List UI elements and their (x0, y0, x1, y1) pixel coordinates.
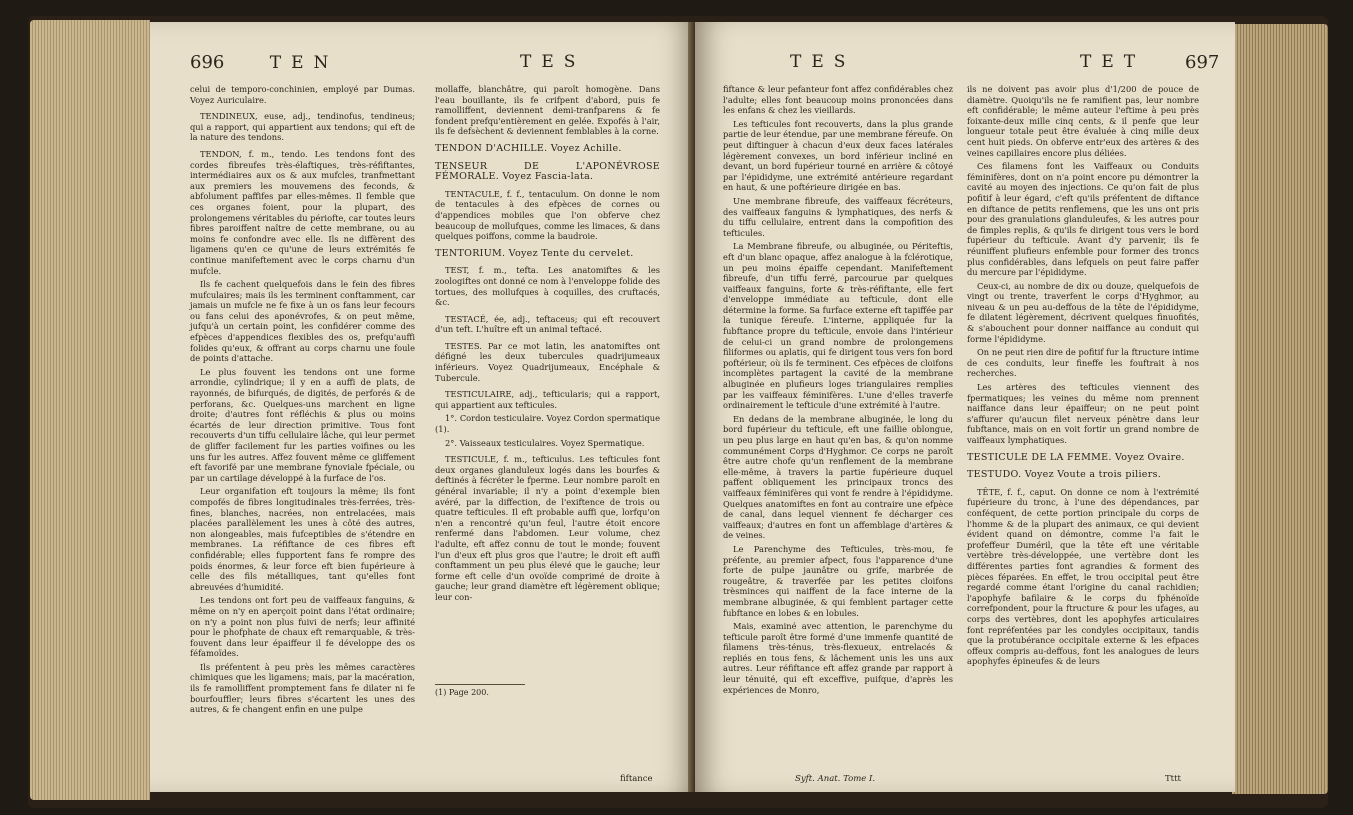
entry-heading: TENSEUR DE L'APONÉVROSE FÉMORALE. Voyez Fascia-lata. (435, 160, 660, 183)
right-page (695, 22, 1235, 792)
entry-heading: TENTORIUM. Voyez Tente du cervelet. (435, 247, 634, 259)
paragraph: Le Parenchyme des Tefticules, très-mou, fe préfente, au premier afpect, fous l'apparence d'une forte de pulpe jaunâtre ou grife, marbrée de rougeâtre, & traverfée par les petites cloifons trèsminces qui naiffent de la face interne de la membrane albuginée, & qui femblent partager cette fubftance en lobes & en lobules. (723, 543, 953, 618)
paragraph: Les tendons ont fort peu de vaiffeaux fanguins, & même on n'y en aperçoit point dans l'état ordinaire; on n'y a point non plus fuivi de nerfs; leur affinité pour le phofphate de chaux eft remarquable, & très-fouvent dans leur épaiffeur il fe développe des os féfamoïdes. (190, 595, 415, 659)
paragraph: Ces filamens font les Vaiffeaux ou Conduits féminifères, dont on n'a point encore pu démontrer la cavité au moyen des injections. Ce qu'on fait de plus pofitif à leur égard, c'eft qu'ils préfentent de diftance en diftance de petits renflemens, que les uns ont pris pour des granulations glanduleufes, & les autres pour de fimples replis, & qu'ils fe dirigent tous vers le bord fupérieur du tefticule. Avant d'y parvenir, ils fe réuniffent plufieurs enfemble pour former des troncs plus confidérables, dans lefquels on peut faire paffer du mercure par l'épididyme. (967, 161, 1199, 278)
right-running-head: TES (790, 52, 856, 72)
paragraph: Les artères des tefticules viennent des fpermatiques; les veines du même nom prennent naiffance dans leur épaiffeur; on ne peut point s'affurer qu'aucun filet nerveux pénètre dans leur fubftance, mais on en voit fortir un grand nombre de vaiffeaux lymphatiques. (967, 382, 1199, 445)
right-column-1 (723, 84, 953, 698)
left-column-2 (435, 84, 660, 606)
paragraph: mollaffe, blanchâtre, qui paroît homogène. Dans l'eau bouillante, ils fe crifpent d'abord, puis fe ramolliffent, deviennent demi-tranfparens & fe fondent prefqu'entièrement en gelée. Expofés à l'air, ils fe defsèchent & deviennent femblables à la corne. (435, 84, 660, 137)
right-header (790, 52, 1220, 76)
paragraph: TEST, f. m., tefta. Les anatomiftes & les zoologiftes ont donné ce nom à l'enveloppe folide des tortues, des mollufques à coquilles, des cruftacés, &c. (435, 265, 660, 308)
paragraph: Le plus fouvent les tendons ont une forme arrondie, cylindrique; il y en a auffi de plats, de rayonnés, de bifurqués, de digités, de perforés & de perforans, &c. Quelques-uns marchent en ligne droite; d'autres font réfléchis & plus ou moins écartés de leur direction primitive. Tous font recouverts d'un tiffu cellulaire lâche, qui leur permet de gliffer facilement fur les parties voifines ou les uns fur les autres. Affez fouvent même ce gliffement eft favorifé par une membrane fynoviale fpéciale, ou par un cartilage développé à la furface de l'os. (190, 366, 415, 483)
paragraph: 2°. Vaisseaux testiculaires. Voyez Spermatique. (445, 437, 645, 448)
paragraph: TENDON, f. m., tendo. Les tendons font des cordes fibreufes très-élaftiques, très-réfiftantes, intermédiaires aux os & aux mufcles, tranfmettant aux premiers les mouvemens des feconds, & abfolument paffifes par elles-mêmes. Il femble que ces organes foient, pour la plupart, des prolongemens véritables du périofte, car toutes leurs fibres paroiffent naître de cette membrane, ou au moins fe confondre avec elle. Ils ne diffèrent des ligamens qu'en ce qu'une de leurs extrémités fe continue manifeftement avec le corps charnu d'un mufcle. (190, 148, 415, 276)
paragraph: TENTACULE, f. f., tentaculum. On donne le nom de tentacules à des efpèces de cornes ou d'appendices mobiles que l'on obferve chez beaucoup de mollufques, comme les limaces, & dans quelques poiffons, comme la baudroie. (435, 188, 660, 242)
right-column-2 (967, 84, 1199, 670)
left-page (150, 22, 695, 792)
left-header (190, 52, 586, 76)
page-edges-left (30, 20, 150, 800)
catchword: Tttt (1165, 774, 1181, 784)
left-running-head: TEN (269, 53, 339, 73)
left-page-number: 696 (190, 52, 225, 73)
paragraph: Ils fe cachent quelquefois dans le fein des fibres mufculaires; mais ils les terminent conftamment, car jamais un mufcle ne fe fixe à un os fans leur fecours ou fans celui des aponévrofes, & on peut même, jufqu'à un certain point, les confidérer comme des efpèces d'appendices flexibles des os, prefqu'auffi folides qu'eux, & offrant au corps charnu une foule de points d'attache. (190, 279, 415, 364)
paragraph: Une membrane fibreufe, des vaiffeaux fécréteurs, des vaiffeaux fanguins & lymphatiques, des nerfs & du tiffu cellulaire, entrent dans la compofition des tefticules. (723, 195, 953, 238)
paragraph: La Membrane fibreufe, ou albuginée, ou Périteftis, eft d'un blanc opaque, affez analogue à la fclérotique, un peu moins épaiffe cependant. Manifeftement fibreufe, d'un tiffu ferré, parcourue par quelques vaiffeaux fanguins, forte & très-réfiftante, elle fert d'enveloppe immédiate au tefticule, dont elle détermine la forme. Sa furface externe eft tapiffée par la tunique féreufe. L'interne, appliquée fur la fubftance propre du tefticule, envoie dans l'intérieur de celui-ci un grand nombre de prolongemens filiformes ou aplatis, qui fe dirigent tous vers fon bord poftérieur, où ils fe terminent. Ces efpèces de cloifons incomplètes partagent la cavité de la membrane albuginée en plufieurs loges triangulaires remplies par les vaiffeaux féminifères. L'une d'elles traverfe ordinairement le tefticule d'une extrémité à l'autre. (723, 241, 953, 411)
paragraph: Mais, examiné avec attention, le parenchyme du tefticule paroît être formé d'une immenfe quantité de filamens très-ténus, très-flexueux, entrelacés & repliés en tous fens, & lâchement unis les uns aux autres. Leur réfiftance eft affez grande par rapport à leur ténuité, qui eft exceffive, puifque, d'après les expériences de Monro, (723, 621, 953, 695)
paragraph: ils ne doivent pas avoir plus d'1/200 de pouce de diamètre. Quoiqu'ils ne fe ramifient pas, leur nombre eft confidérable; le même auteur l'eftime à peu près foixante-deux mille cinq cents, & il penfe que leur longueur totale peut être évaluée à cinq mille deux cent huit pieds. On obferve entr'eux des artères & des veines capillaires encore plus déliées. (967, 84, 1199, 158)
right-running-head-2: TET (1080, 52, 1146, 72)
left-column-1 (190, 84, 415, 718)
paragraph: 1°. Cordon testiculaire. Voyez Cordon spermatique (1). (435, 413, 660, 435)
page-edges-right (1232, 24, 1328, 794)
paragraph: Leur organifation eft toujours la même; ils font compofés de fibres longitudinales très-ferrées, très-fines, blanches, nacrées, non entrelacées, mais placées parallèlement les unes à côté des autres, non alongeables, mais fufceptibles de s'étendre en membranes. La réfiftance de ces fibres eft confidérable; elles fupportent fans fe rompre des poids énormes, & leur force eft bien fupérieure à celle des fils métalliques, tant qu'elles font abreuvées d'humidité. (190, 486, 415, 592)
paragraph: TENDINEUX, euse, adj., tendinofus, tendineus; qui a rapport, qui appartient aux tendons; qui eft de la nature des tendons. (190, 111, 415, 143)
entry-heading: TESTUDO. Voyez Voute a trois piliers. (967, 469, 1162, 481)
footnote: (1) Page 200. (435, 684, 525, 697)
right-page-number: 697 (1185, 52, 1220, 73)
paragraph: En dedans de la membrane albuginée, le long du bord fupérieur du tefticule, eft une faillie oblongue, un peu plus large en haut qu'en bas, & qu'on nomme communément Corps d'Hyghmor. Ce corps ne paroît être autre chofe qu'un renflement de la membrane elle-même, à travers la partie fupérieure duquel paffent obliquement les principaux troncs des vaiffeaux féminifères qui vont fe rendre à l'épididyme. Quelques anatomiftes en font au contraire une efpèce de canal, dans lequel viennent fe décharger ces vaiffeaux; d'autres en font un affemblage d'artères & de veines. (723, 413, 953, 541)
paragraph: On ne peut rien dire de pofitif fur la ftructure intime de ces conduits, leur fineffe les fouftrait à nos recherches. (967, 347, 1199, 379)
paragraph: TÊTE, f. f., caput. On donne ce nom à l'extrémité fupérieure du tronc, à l'une des dépendances, par conféquent, de cette portion principale du corps de l'homme & de la plupart des animaux, ce qui devient évident quand on démontre, comme l'a fait le profeffeur Duméril, que la tête eft une véritable vertèbre très-développée, une vertèbre dont les différentes parties font agrandies & forment des pièces féparées. En effet, le trou occipital peut être regardé comme étant l'origine du canal rachidien; l'apophyfe bafilaire & le corps du fphénoïde correfpondent, pour la ftructure & pour les ufages, au corps des vertèbres, dont les apophyfes articulaires font repréfentées par les condyles occipitaux, tandis que la protubérance occipitale externe & les efpaces offeux compris au-deffous, font les analogues de leurs apophyfes épineufes & de leurs (967, 486, 1199, 667)
catchword: fiftance (620, 774, 653, 784)
paragraph: TESTICULAIRE, adj., tefticularis; qui a rapport, qui appartient aux tefticules. (435, 389, 660, 410)
paragraph: TESTACÉ, ée, adj., teftaceus; qui eft recouvert d'un teft. L'huître eft un animal teftacé. (435, 313, 660, 335)
paragraph: Les tefticules font recouverts, dans la plus grande partie de leur étendue, par une membrane féreufe. On peut diftinguer à chacun d'eux deux faces latérales légèrement convexes, un bord inférieur incliné en devant, un bord fupérieur tourné en arrière & côtoyé par l'épididyme, une extrémité antérieure regardant en haut, & une poftérieure dirigée en bas. (723, 118, 953, 193)
paragraph: Ils préfentent à peu près les mêmes caractères chimiques que les ligamens; mais, par la macération, ils fe ramolliffent promptement fans fe dilater ni fe bourfouffler; leurs fibres s'écartent les unes des autres, & fe changent enfin en une pulpe (190, 661, 415, 715)
signature-mark: Syft. Anat. Tome I. (795, 774, 876, 784)
entry-heading: TESTICULE DE LA FEMME. Voyez Ovaire. (967, 451, 1185, 463)
paragraph: TESTICULE, f. m., tefticulus. Les tefticules font deux organes glanduleux logés dans les bourfes & deftinés à fécréter le fperme. Leur nombre paroît en général invariable; il n'y a point d'exemple bien avéré, par la diffection, de l'exiftence de trois ou quatre tefticules. Il eft probable auffi que, lorfqu'on n'en a rencontré qu'un feul, l'autre étoit encore renfermé dans l'abdomen. Leur volume, chez l'adulte, eft affez connu de tout le monde; fouvent l'un d'eux eft plus gros que l'autre; le droit eft auffi conftamment un peu plus élevé que le gauche; leur forme eft celle d'un ovoïde comprimé de droite à gauche; leur grand diamètre eft légèrement oblique; leur con- (435, 454, 660, 602)
entry-heading: TENDON D'ACHILLE. Voyez Achille. (435, 142, 622, 154)
left-running-head-2: TES (520, 52, 586, 72)
paragraph: TESTES. Par ce mot latin, les anatomiftes ont défigné les deux tubercules quadrijumeaux inférieurs. Voyez Quadrijumeaux, Encéphale & Tubercule. (435, 340, 660, 383)
paragraph: Ceux-ci, au nombre de dix ou douze, quelquefois de vingt ou trente, traverfent le corps d'Hyghmor, au niveau & un peu au-deffous de la tête de l'épididyme, fe dilatent légèrement, décrivent quelques finuofités, & s'abouchent pour donner naiffance au conduit qui forme l'épididyme. (967, 280, 1199, 344)
paragraph: fiftance & leur pefanteur font affez confidérables chez l'adulte; elles font beaucoup moins prononcées dans les enfans & chez les vieillards. (723, 84, 953, 116)
paragraph: celui de temporo-conchinien, employé par Dumas. Voyez Auriculaire. (190, 84, 415, 105)
